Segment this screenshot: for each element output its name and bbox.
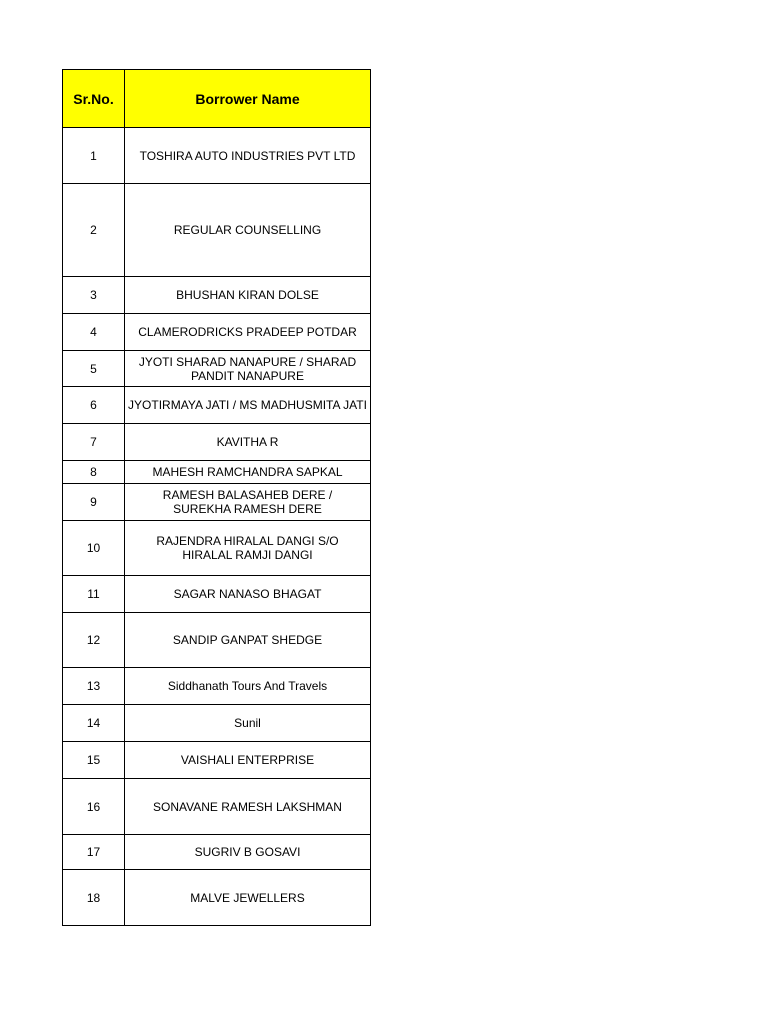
borrower-name-cell: BHUSHAN KIRAN DOLSE	[125, 277, 371, 314]
table-row	[63, 870, 371, 926]
table-row	[63, 779, 371, 835]
sr-no-cell: 17	[63, 835, 125, 870]
borrower-name-cell: VAISHALI ENTERPRISE	[125, 742, 371, 779]
sr-no-cell: 15	[63, 742, 125, 779]
sr-no-cell: 10	[63, 521, 125, 576]
table-row	[63, 668, 371, 705]
table-row	[63, 521, 371, 576]
table-row	[63, 484, 371, 521]
borrower-table-container	[62, 69, 371, 926]
borrower-name-cell: CLAMERODRICKS PRADEEP POTDAR	[125, 314, 371, 351]
borrower-name-cell: SANDIP GANPAT SHEDGE	[125, 613, 371, 668]
borrower-name-cell: MAHESH RAMCHANDRA SAPKAL	[125, 461, 371, 484]
header-sr-no: Sr.No.	[63, 70, 125, 128]
borrower-name-cell: MALVE JEWELLERS	[125, 870, 371, 926]
table-row	[63, 424, 371, 461]
table-row	[63, 128, 371, 184]
borrower-name-cell: JYOTIRMAYA JATI / MS MADHUSMITA JATI	[125, 387, 371, 424]
table-row	[63, 576, 371, 613]
sr-no-cell: 3	[63, 277, 125, 314]
table-row	[63, 835, 371, 870]
borrower-name-cell: Siddhanath Tours And Travels	[125, 668, 371, 705]
header-borrower-name: Borrower Name	[125, 70, 371, 128]
sr-no-cell: 12	[63, 613, 125, 668]
borrower-name-cell: SUGRIV B GOSAVI	[125, 835, 371, 870]
table-row	[63, 461, 371, 484]
sr-no-cell: 16	[63, 779, 125, 835]
borrower-name-cell: TOSHIRA AUTO INDUSTRIES PVT LTD	[125, 128, 371, 184]
borrower-table	[62, 69, 371, 926]
sr-no-cell: 7	[63, 424, 125, 461]
sr-no-cell: 9	[63, 484, 125, 521]
table-row	[63, 387, 371, 424]
borrower-name-cell: JYOTI SHARAD NANAPURE / SHARAD PANDIT NANAPURE	[125, 351, 371, 387]
sr-no-cell: 1	[63, 128, 125, 184]
sr-no-cell: 5	[63, 351, 125, 387]
borrower-name-cell: SAGAR NANASO BHAGAT	[125, 576, 371, 613]
sr-no-cell: 11	[63, 576, 125, 613]
borrower-name-cell: SONAVANE RAMESH LAKSHMAN	[125, 779, 371, 835]
borrower-name-cell: REGULAR COUNSELLING	[125, 184, 371, 277]
borrower-name-cell: RAJENDRA HIRALAL DANGI S/O HIRALAL RAMJI DANGI	[125, 521, 371, 576]
table-row	[63, 184, 371, 277]
sr-no-cell: 2	[63, 184, 125, 277]
sr-no-cell: 4	[63, 314, 125, 351]
sr-no-cell: 8	[63, 461, 125, 484]
table-row	[63, 705, 371, 742]
table-row	[63, 613, 371, 668]
sr-no-cell: 13	[63, 668, 125, 705]
sr-no-cell: 14	[63, 705, 125, 742]
sr-no-cell: 18	[63, 870, 125, 926]
borrower-name-cell: Sunil	[125, 705, 371, 742]
borrower-name-cell: KAVITHA R	[125, 424, 371, 461]
table-row	[63, 277, 371, 314]
table-row	[63, 351, 371, 387]
table-header-row	[63, 70, 371, 128]
borrower-name-cell: RAMESH BALASAHEB DERE / SUREKHA RAMESH DERE	[125, 484, 371, 521]
sr-no-cell: 6	[63, 387, 125, 424]
table-row	[63, 314, 371, 351]
table-row	[63, 742, 371, 779]
